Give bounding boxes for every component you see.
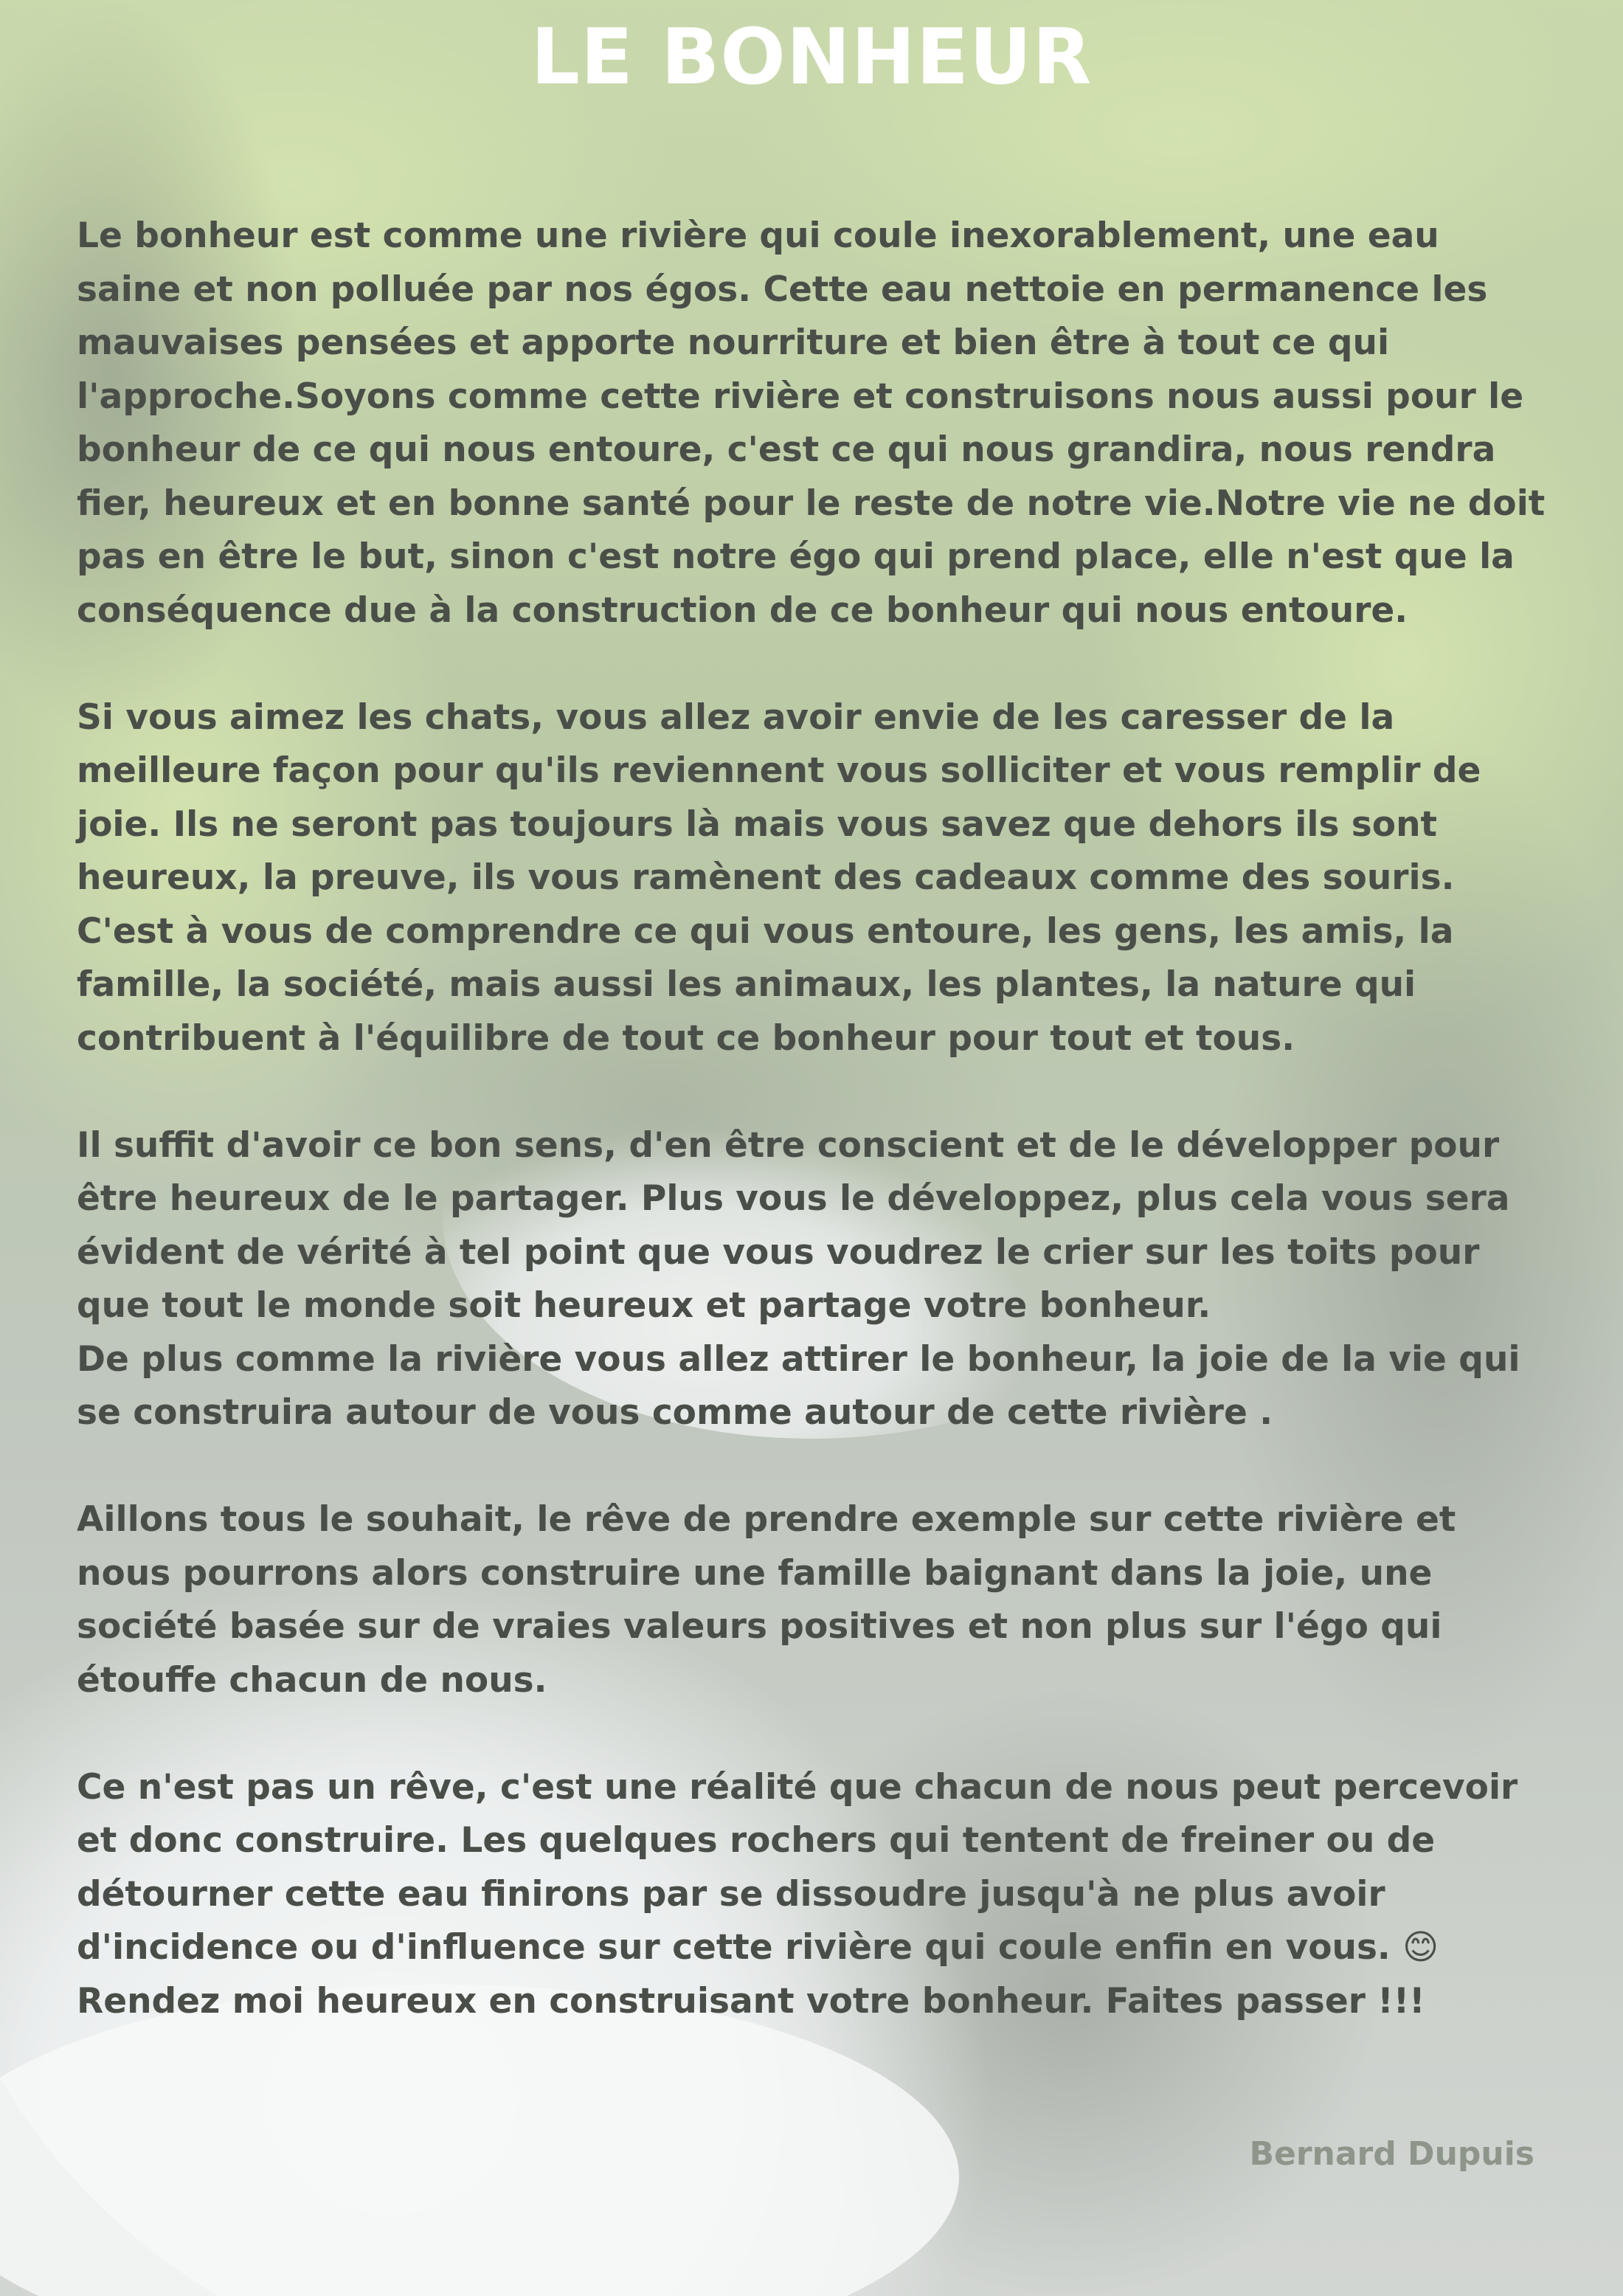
paragraph-5: Ce n'est pas un rêve, c'est une réalité que chacun de nous peut percevoir et donc construire. Les quelques rochers qui tentent de freiner ou de détourner cette eau finirons par se dissoudre jusqu'à ne plus avoir d'incidence ou d'influence sur cette rivière qui coule enfin en vous. 😊Rendez moi heureux en construisant votre bonheur. Faites passer !!! [77,1766,1518,2022]
paragraph-2: Si vous aimez les chats, vous allez avoir envie de les caresser de la meilleure façon pour qu'ils reviennent vous solliciter et vous remplir de joie. Ils ne seront pas toujours là mais vous savez que dehors ils sont heureux, la preuve, ils vous ramènent des cadeaux comme des souris. C'est à vous de comprendre ce qui vous entoure, les gens, les amis, la famille, la société, mais aussi les animaux, les plantes, la nature qui contribuent à l'équilibre de tout ce bonheur pour tout et tous. [77,696,1481,1059]
author-signature: Bernard Dupuis [1249,2135,1534,2173]
poem-body [77,210,1552,2082]
page-title: LE BONHEUR [530,12,1093,102]
paragraph-4: Aillons tous le souhait, le rêve de prendre exemple sur cette rivière et nous pourrons alors construire une famille baignant dans la joie, une société basée sur de vraies valeurs positives et non plus sur l'égo qui étouffe chacun de nous. [77,1499,1456,1701]
paragraph-1: Le bonheur est comme une rivière qui coule inexorablement, une eau saine et non polluée par nos égos. Cette eau nettoie en permanence les mauvaises pensées et apporte nourriture et bien être à tout ce qui l'approche.Soyons comme cette rivière et construisons nous aussi pour le bonheur de ce qui nous entoure, c'est ce qui nous grandira, nous rendra fier, heureux et en bonne santé pour le reste de notre vie.Notre vie ne doit pas en être le but, sinon c'est notre égo qui prend place, elle n'est que la conséquence due à la construction de ce bonheur qui nous entoure. [77,215,1546,631]
paragraph-3: Il suffit d'avoir ce bon sens, d'en être conscient et de le développer pour être heureux de le partager. Plus vous le développez, plus cela vous sera évident de vérité à tel point que vous voudrez le crier sur les toits pour que tout le monde soit heureux et partage votre bonheur. De plus comme la rivière vous allez attirer le bonheur, la joie de la vie qui se construira autour de vous comme autour de cette rivière . [77,1124,1520,1433]
